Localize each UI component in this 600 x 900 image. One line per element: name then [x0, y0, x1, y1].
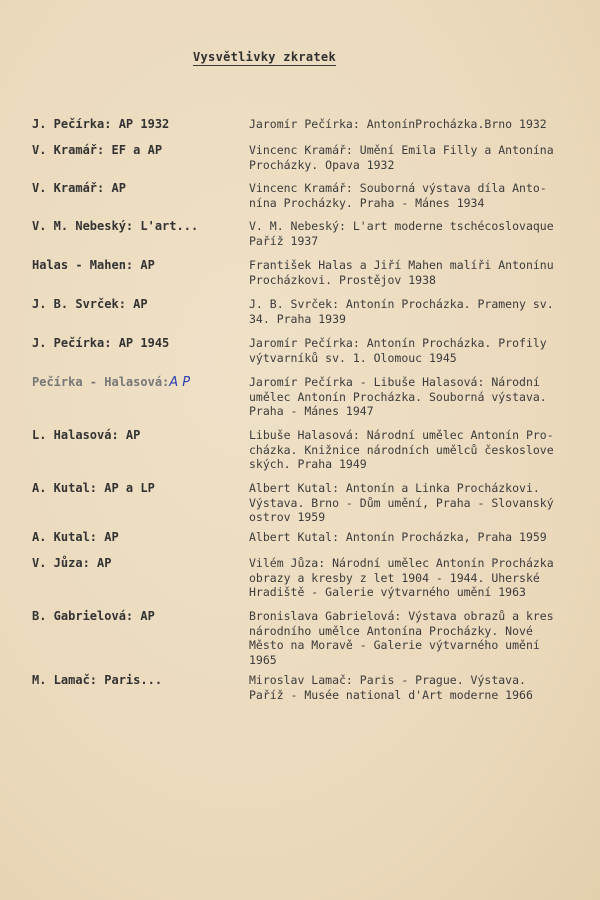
abbreviation: Halas - Mahen: AP [32, 258, 155, 272]
abbreviation: A. Kutal: AP [32, 530, 119, 544]
abbreviation: J. Pečírka: AP 1945 [32, 336, 170, 350]
abbreviation: B. Gabrielová: AP [32, 609, 155, 623]
full-reference: V. M. Nebeský: L'art moderne tschécoslovaque Paříž 1937 [249, 219, 554, 248]
full-reference: Bronislava Gabrielová: Výstava obrazů a kres národního umělce Antonína Procházky. Nové Město na Moravě - Galerie výtvarného umění 1965 [249, 609, 554, 667]
abbreviation: V. Jůza: AP [32, 556, 112, 570]
full-reference: Miroslav Lamač: Paris - Prague. Výstava. Paříž - Musée national d'Art moderne 1966 [249, 673, 533, 702]
abbreviation [32, 375, 237, 390]
handwritten-note: A P [169, 375, 191, 390]
abbreviation: V. M. Nebeský: L'art... [32, 219, 199, 233]
abbreviation: J. B. Svrček: AP [32, 297, 148, 311]
full-reference: Vincenc Kramář: Souborná výstava díla Anto- nína Procházky. Praha - Mánes 1934 [249, 181, 547, 210]
abbreviation: L. Halasová: AP [32, 428, 141, 442]
full-reference: J. B. Svrček: Antonín Procházka. Prameny sv. 34. Praha 1939 [249, 297, 554, 326]
page-title: Vysvětlivky zkratek [193, 50, 336, 64]
full-reference: František Halas a Jiří Mahen malíři Antonínu Procházkovi. Prostějov 1938 [249, 258, 554, 287]
full-reference: Jaromír Pečírka - Libuše Halasová: Národní umělec Antonín Procházka. Souborná výstava. Praha - Mánes 1947 [249, 375, 547, 418]
full-reference: Albert Kutal: Antonín a Linka Procházkovi. Výstava. Brno - Dům umění, Praha - Slovanský ostrov 1959 [249, 481, 554, 524]
full-reference: Libuše Halasová: Národní umělec Antonín Pro- cházka. Knižnice národních umělců českoslove ských. Praha 1949 [249, 428, 554, 471]
full-reference: Vilém Jůza: Národní umělec Antonín Procházka obrazy a kresby z let 1904 - 1944. Uherské Hradiště - Galerie výtvarného umění 1963 [249, 556, 554, 599]
abbreviation: V. Kramář: AP [32, 181, 126, 195]
full-reference: Vincenc Kramář: Umění Emila Filly a Antonína Procházky. Opava 1932 [249, 143, 554, 172]
full-reference: Albert Kutal: Antonín Procházka, Praha 1959 [249, 530, 547, 544]
full-reference: Jaromír Pečírka: AntonínProcházka.Brno 1932 [249, 117, 547, 131]
abbreviation: A. Kutal: AP a LP [32, 481, 155, 495]
abbreviation: J. Pečírka: AP 1932 [32, 117, 170, 131]
abbreviation: M. Lamač: Paris... [32, 673, 163, 687]
abbreviation-text: Pečírka - Halasová: [32, 375, 170, 389]
abbreviation: V. Kramář: EF a AP [32, 143, 163, 157]
full-reference: Jaromír Pečírka: Antonín Procházka. Profily výtvarníků sv. 1. Olomouc 1945 [249, 336, 547, 365]
